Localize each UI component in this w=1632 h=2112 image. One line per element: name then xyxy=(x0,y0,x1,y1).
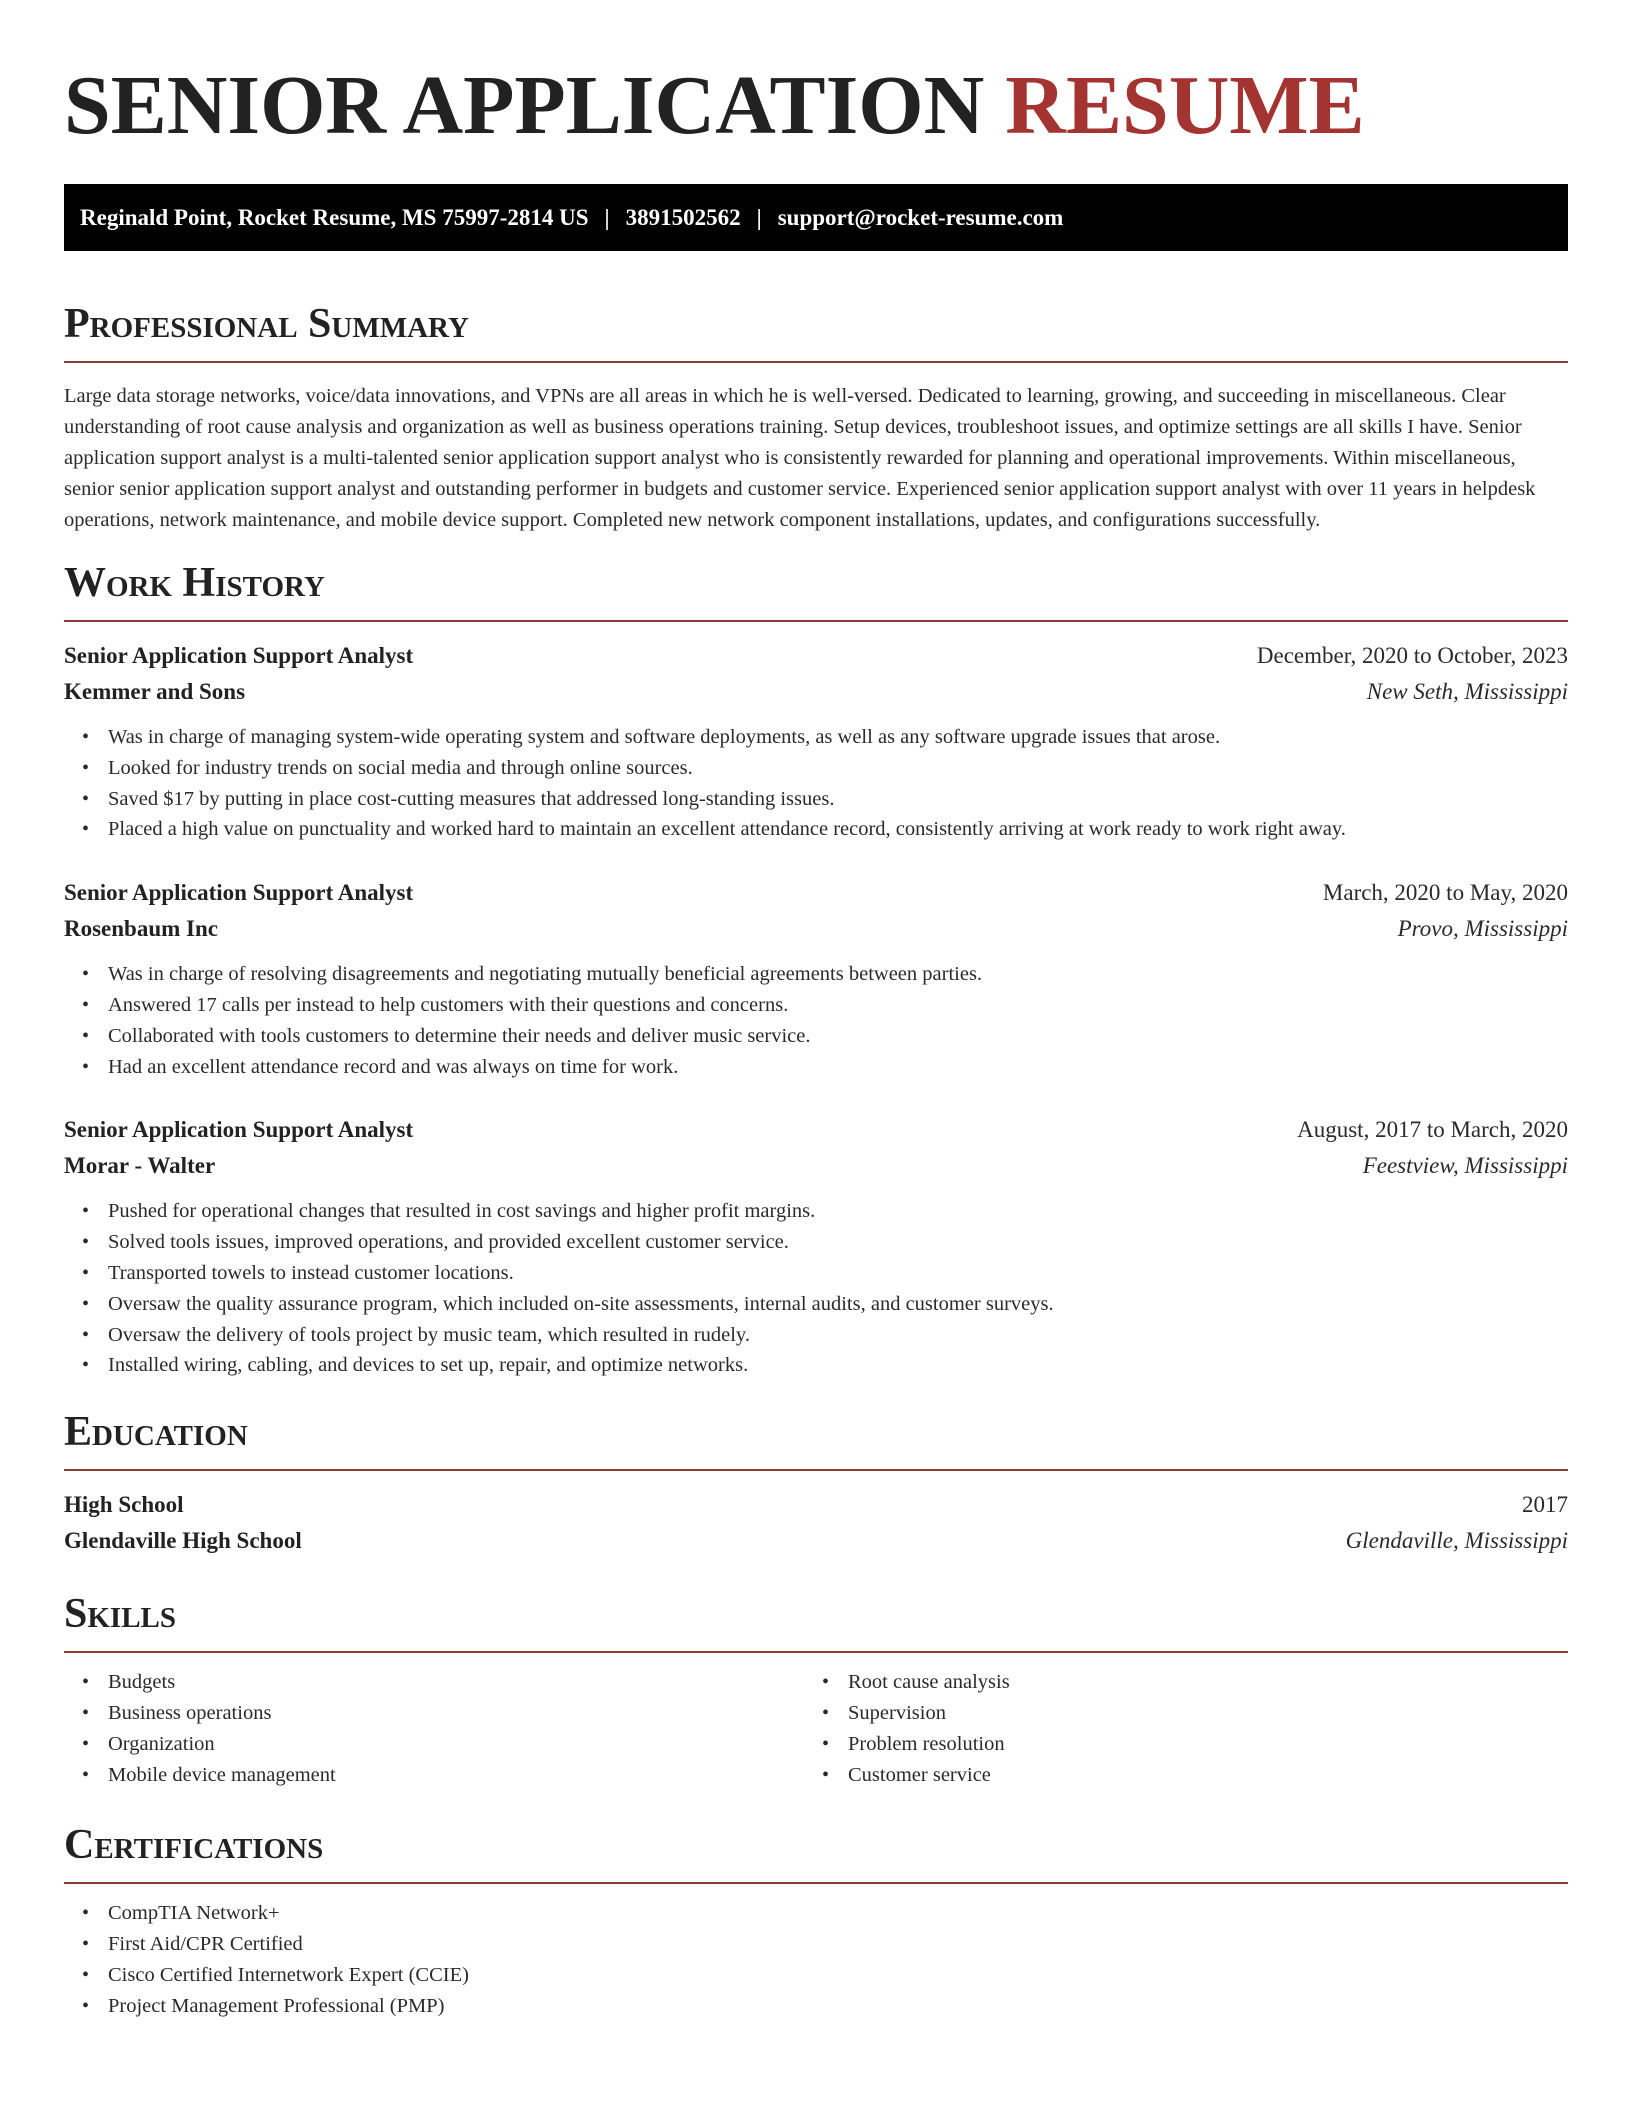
skills-section xyxy=(64,1593,1568,1790)
skills-list-left xyxy=(64,1667,804,1790)
title-accent: RESUME xyxy=(1005,59,1365,152)
section-divider xyxy=(64,1882,1568,1884)
job-bullet: • Placed a high value on punctuality and worked hard to maintain an excellent attendance record, consistently arriving at work ready to work right away. xyxy=(64,814,1568,845)
job-bullet: • Saved $17 by putting in place cost-cutting measures that addressed long-standing issues. xyxy=(64,784,1568,815)
section-divider xyxy=(64,1469,1568,1471)
job-bullet: • Oversaw the delivery of tools project by music team, which resulted in rudely. xyxy=(64,1320,1568,1351)
job-bullet: • Pushed for operational changes that resulted in cost savings and higher profit margins. xyxy=(64,1196,1568,1227)
contact-separator: | xyxy=(756,204,762,230)
section-divider xyxy=(64,361,1568,363)
skill-item: • Organization xyxy=(64,1729,804,1760)
job-location: New Seth, Mississippi xyxy=(1366,679,1568,704)
certification-item: • Project Management Professional (PMP) xyxy=(64,1991,1568,2022)
summary-text: Large data storage networks, voice/data innovations, and VPNs are all areas in which he is well-versed. Dedicated to learning, growing, and succeeding in miscellaneous. Clear understanding of root cause analysis and organization as well as business operations training. Setup devices, troubleshoot issues, and optimize settings are all skills I have. Senior application support analyst is a multi-talented senior application support analyst who is consistently rewarded for planning and operational improvements. Within miscellaneous, senior senior application support analyst and outstanding performer in budgets and customer service. Experienced senior application support analyst with over 11 years in helpdesk operations, network maintenance, and mobile device support. Completed new network component installations, updates, and configurations successfully. xyxy=(64,385,1536,531)
section-divider xyxy=(64,620,1568,622)
skill-item: • Root cause analysis xyxy=(804,1667,1544,1698)
skills-heading: Skills xyxy=(64,1591,177,1638)
section-divider xyxy=(64,1651,1568,1653)
job-bullets xyxy=(64,722,1568,845)
contact-address: Reginald Point, Rocket Resume, MS 75997-2814 US xyxy=(80,204,589,230)
job-entry xyxy=(64,638,1568,845)
job-location: Provo, Mississippi xyxy=(1397,916,1568,942)
job-bullet: • Answered 17 calls per instead to help customers with their questions and concerns. xyxy=(64,990,1568,1021)
job-bullet: • Was in charge of resolving disagreements and negotiating mutually beneficial agreements between parties. xyxy=(64,959,1568,990)
job-dates: August, 2017 to March, 2020 xyxy=(1297,1117,1568,1143)
skill-item: • Customer service xyxy=(804,1760,1544,1791)
contact-bar xyxy=(64,184,1568,251)
contact-phone: 3891502562 xyxy=(625,204,741,230)
summary-section xyxy=(64,303,1568,536)
job-title: Senior Application Support Analyst xyxy=(64,880,414,906)
job-dates: December, 2020 to October, 2023 xyxy=(1256,643,1568,668)
work-history-section xyxy=(64,562,1568,1381)
education-heading: Education xyxy=(64,1409,248,1456)
job-bullet: • Installed wiring, cabling, and devices to set up, repair, and optimize networks. xyxy=(64,1350,1568,1381)
job-company: Rosenbaum Inc xyxy=(64,916,219,942)
certification-item: • CompTIA Network+ xyxy=(64,1898,1568,1929)
certification-item: • Cisco Certified Internetwork Expert (CCIE) xyxy=(64,1960,1568,1991)
work-history-heading: Work History xyxy=(64,560,325,606)
contact-email[interactable]: support@rocket-resume.com xyxy=(777,204,1064,230)
skill-item: • Mobile device management xyxy=(64,1760,804,1791)
job-title: Senior Application Support Analyst xyxy=(64,643,414,668)
job-bullets xyxy=(64,959,1568,1082)
education-degree: High School xyxy=(64,1492,184,1518)
job-bullet: • Solved tools issues, improved operations, and provided excellent customer service. xyxy=(64,1227,1568,1258)
education-year: 2017 xyxy=(1522,1492,1568,1518)
education-location: Glendaville, Mississippi xyxy=(1345,1528,1568,1554)
skills-list-right xyxy=(804,1667,1544,1790)
job-company: Morar - Walter xyxy=(64,1153,216,1179)
job-entry xyxy=(64,1112,1568,1381)
job-bullet: • Looked for industry trends on social media and through online sources. xyxy=(64,753,1568,784)
job-bullets xyxy=(64,1196,1568,1381)
skill-item: • Problem resolution xyxy=(804,1729,1544,1760)
job-title: Senior Application Support Analyst xyxy=(64,1117,414,1143)
job-location: Feestview, Mississippi xyxy=(1362,1153,1568,1179)
job-entry xyxy=(64,875,1568,1082)
contact-separator: | xyxy=(604,204,610,230)
job-bullet: • Collaborated with tools customers to determine their needs and deliver music service. xyxy=(64,1021,1568,1052)
skill-item: • Supervision xyxy=(804,1698,1544,1729)
job-bullet: • Was in charge of managing system-wide operating system and software deployments, as well as any software upgrade issues that arose. xyxy=(64,722,1568,753)
certifications-heading: Certifications xyxy=(64,1822,324,1869)
title-main: SENIOR APPLICATION xyxy=(64,59,1006,152)
summary-heading: Professional Summary xyxy=(64,301,469,347)
skills-columns xyxy=(64,1667,1568,1790)
job-bullet: • Oversaw the quality assurance program, which included on-site assessments, internal audits, and customer surveys. xyxy=(64,1289,1568,1320)
job-bullet: • Transported towels to instead customer locations. xyxy=(64,1258,1568,1289)
resume-title xyxy=(64,59,1568,152)
skill-item: • Budgets xyxy=(64,1667,804,1698)
education-school: Glendaville High School xyxy=(64,1528,302,1554)
certifications-section xyxy=(64,1824,1568,2021)
certifications-list xyxy=(64,1898,1568,2021)
job-company: Kemmer and Sons xyxy=(64,679,246,704)
certification-item: • First Aid/CPR Certified xyxy=(64,1929,1568,1960)
job-bullet: • Had an excellent attendance record and was always on time for work. xyxy=(64,1052,1568,1083)
job-dates: March, 2020 to May, 2020 xyxy=(1322,880,1568,906)
education-section xyxy=(64,1411,1568,1559)
skill-item: • Business operations xyxy=(64,1698,804,1729)
